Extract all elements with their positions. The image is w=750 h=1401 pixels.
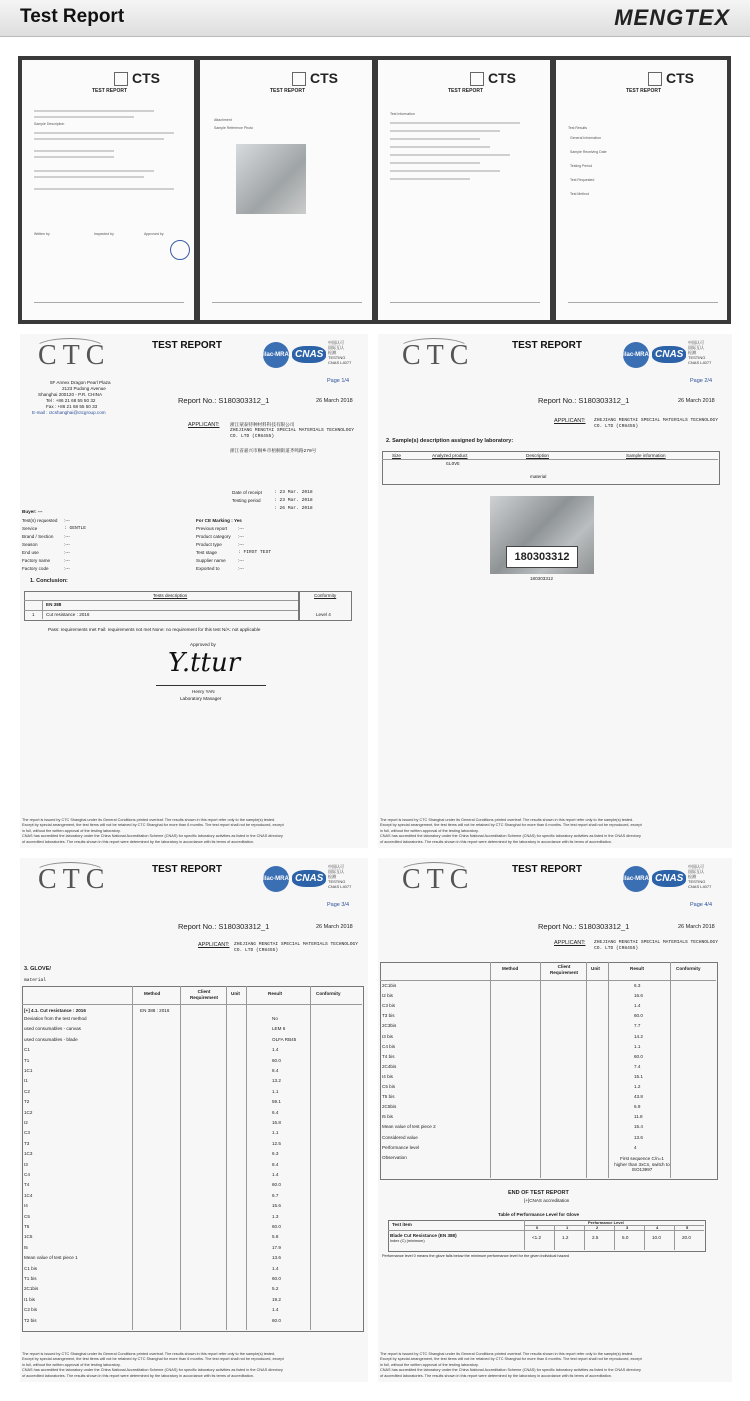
cts-emblem-icon <box>648 72 662 86</box>
header-bar <box>0 0 750 37</box>
table-row-label: Mean value of test piece 1 <box>24 1255 78 1261</box>
cts-page-3: CTS TEST REPORT Test Information <box>378 60 550 320</box>
table-row-result: 1.4 <box>272 1047 279 1053</box>
table-row-label: I5 <box>24 1244 28 1250</box>
table-row-result: 6.3 <box>634 983 641 988</box>
table-row-label: 2C1bis <box>24 1286 39 1292</box>
table-row-label: I4 bis <box>382 1073 393 1079</box>
table-row-label: I4 <box>24 1203 28 1209</box>
table-row-label: 1C2 <box>24 1109 33 1115</box>
table-row-result: OLFA RB45 <box>272 1036 297 1042</box>
table-row-label: Considered value <box>382 1134 418 1140</box>
table-row-result: 1.4 <box>634 1003 641 1009</box>
table-row-label: used consumables - canvas <box>24 1026 81 1032</box>
table-row-label: I3 bis <box>382 1033 393 1039</box>
cts-page-2: CTS TEST REPORT Attachment Sample Reference Photo <box>200 60 372 320</box>
table-row-result: 7.4 <box>634 1063 641 1069</box>
table-row-result: 1.4 <box>272 1307 279 1313</box>
table-row-result: 60.0 <box>272 1182 281 1188</box>
cts-page-1: CTS TEST REPORT Sample Description Written by Inspected by Approved by <box>22 60 194 320</box>
table-row-label: C2 <box>24 1088 30 1094</box>
cts-page-4: CTS TEST REPORT Test Results General Information Sample Receiving Date Testing Period Test Requested Test Method <box>556 60 727 320</box>
table-row-label: C3 bis <box>382 1003 396 1009</box>
table-row-result: 5.8 <box>272 1234 279 1240</box>
table-row-label: I3 <box>24 1161 28 1167</box>
table-row-result: 6.7 <box>272 1192 279 1198</box>
ilac-badge: ilac-MRA <box>263 342 289 368</box>
perf-level-value: <1.2 <box>532 1235 542 1240</box>
table-row-result: 12.5 <box>272 1140 281 1146</box>
table-row-label: I2 <box>24 1120 28 1125</box>
table-row-result: 60.0 <box>634 1013 643 1019</box>
perf-level-value: 1.2 <box>562 1235 569 1240</box>
table-row-label: C4 bis <box>382 1043 396 1049</box>
report-footer: The report is issued by CTC Shanghai under its General Conditions printed overleaf. The results shown in this report refer only to the sample(s) tested. Except by special arrangement, the test items will not be retained by CTC Shanghai for more than 6 months. The test report shall not be reproduced, except in full, without the written approval of the testing laboratory. CNAS has accredited the laboratory under the China National Accreditation Scheme (CNAS) for specific laboratory activities as listed in the CNAS directory of accredited laboratories. The results shown in this report were determined by the laboratory in accordance with its terms of accreditation. <box>22 1352 284 1378</box>
table-row-result: 13.6 <box>272 1255 281 1261</box>
table-row-label: 2C4bis <box>382 1063 397 1069</box>
ctc-page-2: CTC TEST REPORT ilac-MRA CNAS 中国认可 国际互认 检测 TESTING CNAS L4077 Page 2/4 Report No.: S180303312_1 26 March 2018 APPLICANT: ZHEJIANG MENGTAI SPECIAL MATERIALS TECHNOLOGY CO. LTD (CR8455) 2. Sample(s) description assigned by laboratory: Size Analyzed product Description Sample information GLOVE material 180303312 180303312 The report is issued by CTC Shanghai under its General Conditions printed overleaf. The results shown in this report refer only to the sample(s) tested. Except by special arrangement, the test items will not be retained by CTC Shanghai for more than 6 months. The test report shall not be reproduced, except in full, without the written approval of the testing laboratory. CNAS has accredited the laboratory under the China National Accreditation Scheme (CNAS) for specific laboratory activities as listed in the CNAS directory of accredited laboratories. The results shown in this report were determined by the laboratory in accordance with its terms of accreditation. <box>378 334 732 848</box>
ctc-page-1: CTC TEST REPORT ilac-MRA CNAS 中国认可 国际互认 检测 TESTING CNAS L4077 Page 1/4 5F Annex Dragon Pearl Plaza 2123 Pudong Avenue Shanghai 200120 - P.R. CHINA Tel : +86 21 68 55 50 32 Fax : +86 21 68 55 50 33 E-mail : ctcshanghai@ctcgroup.com Report No.: S180303312_1 26 March 2018 APPLICANT: 浙江蒙泰特种材料科技有限公司 ZHEJIANG MENGTAI SPECIAL MATERIALS TECHNOLOGY CO. LTD (CR8455) 浙江省嘉兴市桐乡市梧桐街道齐鸣路270号 Date of receipt : 23 Mar. 2018 Testing period : 23 Mar. 2018 : 26 Mar. 2018 Buyer: --- Test(s) requested :--- Service : GENTLE Brand / Section :--- Season :--- End use :--- Factory name :--- Factory code :--- For CE Marking : Yes Previous report :--- Product category :--- Product type :--- Test stage : FIRST TEST Supplier name :--- Exported to :--- 1. Conclusion: Tests description Conformity EN 388 1 Cut resistance : 2016 Level 4 Pass: requirements met Fail: requirements not met None: no requirement for this test N/A: not applicable Approved by Y.ttur Henry YAN Laboratory Manager The report is issued by CTC Shanghai under its General Conditions printed overleaf. The results shown in this report refer only to the sample(s) tested. Except by special arrangement, the test items will not be retained by CTC Shanghai for more than 6 months. The test report shall not be reproduced, except in full, without the written approval of the testing laboratory. CNAS has accredited the laboratory under the China National Accreditation Scheme (CNAS) for specific laboratory activities as listed in the CNAS directory of accredited laboratories. The results shown in this report were determined by the laboratory in accordance with its terms of accreditation. <box>20 334 368 848</box>
perf-level-value: 5.0 <box>622 1235 629 1240</box>
perf-level-header: 5 <box>686 1225 689 1230</box>
table-row-label: I2 bis <box>382 993 393 999</box>
table-row-label: 2C3bis <box>382 1023 397 1029</box>
table-row-label: T5 <box>24 1224 30 1229</box>
table-row-result: 1.1 <box>634 1043 641 1049</box>
ctc-page-4: CTC TEST REPORT ilac-MRA CNAS 中国认可 国际互认 检测 TESTING CNAS L4077 Page 4/4 Report No.: S180303312_1 26 March 2018 APPLICANT: ZHEJIANG MENGTAI SPECIAL MATERIALS TECHNOLOGY CO. LTD (CR8455) Method Client Requirement Unit Result Conformity 2C1bis 6.3 I2 bis 16.6 C3 bis 1.4 T3 bis 60.0 2C3bis 7.7 I3 bis 14.2 C4 bis 1.1 T4 bis 60.0 2C4bis 7.4 I4 bis 15.1 C5 bis 1.2 T5 bis 43.8 2C5bis 6.9 I5 bis 11.8 Mean value of test piece 2 15.4 Considered value 13.6 Performance level 4 Observation First sequence C/n=1 higher than 3xCn, switch to ISO13997 END OF TEST REPORT [+]CNAS accreditation Table of Performance Level for Glove 0 <1.2 1 1.2 2 2.5 3 5.0 4 10.0 5 20.0 Test item Performance Level Blade Cut Resistance (EN 388) Index (C) (minimum) Performance level 0 means the glove falls below the minimum performance level for the given individual hazard The report is issued by CTC Shanghai under its General Conditions printed overleaf. The results shown in this report refer only to the sample(s) tested. Except by special arrangement, the test items will not be retained by CTC Shanghai for more than 6 months. The test report shall not be reproduced, except in full, without the written approval of the testing laboratory. CNAS has accredited the laboratory under the China National Accreditation Scheme (CNAS) for specific laboratory activities as listed in the CNAS directory of accredited laboratories. The results shown in this report were determined by the laboratory in accordance with its terms of accreditation. <box>378 858 732 1382</box>
table-row-result: 15.6 <box>272 1203 281 1209</box>
table-row-result: 16.6 <box>634 993 643 999</box>
report-footer: The report is issued by CTC Shanghai under its General Conditions printed overleaf. The results shown in this report refer only to the sample(s) tested. Except by special arrangement, the test items will not be retained by CTC Shanghai for more than 6 months. The test report shall not be reproduced, except in full, without the written approval of the testing laboratory. CNAS has accredited the laboratory under the China National Accreditation Scheme (CNAS) for specific laboratory activities as listed in the CNAS directory of accredited laboratories. The results shown in this report were determined by the laboratory in accordance with its terms of accreditation. <box>22 818 284 844</box>
table-row-result: 6.9 <box>634 1104 641 1110</box>
table-row-label: 1C1 <box>24 1068 33 1073</box>
table-row-label: T1 bis <box>24 1276 37 1281</box>
cts-emblem-icon <box>114 72 128 86</box>
table-row-label: T2 bis <box>24 1317 37 1323</box>
cts-emblem-icon <box>470 72 484 86</box>
brand-logo: MENGTEX <box>614 5 730 30</box>
perf-level-header: 4 <box>656 1225 659 1230</box>
table-row-label: C5 bis <box>382 1084 396 1089</box>
table-row-result: 1.1 <box>272 1088 279 1094</box>
cts-logo: CTS <box>132 70 160 86</box>
table-row-result: 1.4 <box>272 1172 279 1177</box>
table-row-label: 1C5 <box>24 1234 33 1240</box>
perf-level-value: 10.0 <box>652 1235 661 1240</box>
table-row-result: 8.4 <box>272 1161 279 1167</box>
table-row-result: 60.0 <box>272 1057 281 1063</box>
table-row-result: 6.4 <box>272 1109 279 1115</box>
table-row-label: C1 bis <box>24 1265 38 1271</box>
perf-level-value: 2.5 <box>592 1235 599 1240</box>
table-row-result: 16.8 <box>272 1120 281 1125</box>
cts-report-title: TEST REPORT <box>92 88 128 94</box>
table-row-result: 11.8 <box>634 1114 643 1120</box>
table-row-result: 7.7 <box>634 1023 641 1029</box>
perf-level-header: 3 <box>626 1225 629 1230</box>
table-row-label: I1 bis <box>24 1296 35 1302</box>
table-row-label: Deviation from the test method <box>24 1016 87 1021</box>
table-row-label: T3 <box>24 1140 30 1146</box>
table-row-label: T5 bis <box>382 1094 395 1100</box>
results-table-cont <box>380 962 718 1180</box>
table-row-result: 19.2 <box>272 1296 281 1302</box>
table-row-label: used consumables - blade <box>24 1036 78 1042</box>
table-row-result: 5.2 <box>272 1286 279 1292</box>
table-row-label: 1C4 <box>24 1192 33 1198</box>
table-row-result: 13.2 <box>272 1078 281 1084</box>
table-row-result: 59.1 <box>272 1099 281 1105</box>
report-footer: The report is issued by CTC Shanghai under its General Conditions printed overleaf. The results shown in this report refer only to the sample(s) tested. Except by special arrangement, the test items will not be retained by CTC Shanghai for more than 6 months. The test report shall not be reproduced, except in full, without the written approval of the testing laboratory. CNAS has accredited the laboratory under the China National Accreditation Scheme (CNAS) for specific laboratory activities as listed in the CNAS directory of accredited laboratories. The results shown in this report were determined by the laboratory in accordance with its terms of accreditation. <box>380 818 642 844</box>
table-row-label: I5 bis <box>382 1114 393 1120</box>
table-row-label: T4 <box>24 1182 30 1188</box>
cts-pages-strip <box>18 56 731 324</box>
cts-seal-icon <box>170 240 190 260</box>
table-row-label: 2C1bis <box>382 983 397 988</box>
perf-level-header: 2 <box>596 1225 599 1230</box>
cnas-logo: CNAS <box>292 346 326 363</box>
table-row-label: Performance level <box>382 1144 420 1150</box>
table-row-result: 1.1 <box>272 1130 279 1136</box>
perf-level-value: 20.0 <box>682 1235 691 1240</box>
signature: Y.ttur <box>168 648 241 678</box>
table-row-label: T3 bis <box>382 1013 395 1019</box>
table-row-result: 60.0 <box>272 1276 281 1281</box>
table-row-label: C3 <box>24 1130 30 1136</box>
page-title: Test Report <box>20 6 125 27</box>
table-row-label: C1 <box>24 1047 30 1053</box>
table-row-result: 4 <box>634 1144 637 1150</box>
table-row-result: 1.4 <box>272 1265 279 1271</box>
table-row-label: Mean value of test piece 2 <box>382 1124 436 1130</box>
table-row-result: 60.0 <box>272 1224 281 1229</box>
perf-level-header: 0 <box>536 1225 539 1230</box>
table-row-label: Observation <box>382 1154 407 1160</box>
table-row-result: LEM 6 <box>272 1026 286 1032</box>
table-row-label: T2 <box>24 1099 30 1105</box>
table-row-result: 43.8 <box>634 1094 643 1100</box>
table-row-result: 60.0 <box>272 1317 281 1323</box>
table-row-result: No <box>272 1016 278 1021</box>
cts-emblem-icon <box>292 72 306 86</box>
table-row-result: 6.3 <box>272 1151 279 1157</box>
table-row-label: C5 <box>24 1213 30 1219</box>
ctc-page-3: CTC TEST REPORT ilac-MRA CNAS 中国认可 国际互认 检测 TESTING CNAS L4077 Page 3/4 Report No.: S180303312_1 26 March 2018 APPLICANT: ZHEJIANG MENGTAI SPECIAL MATERIALS TECHNOLOGY CO. LTD (CR8455) 3. GLOVE/ material Method Client Requirement Unit Result Conformity [+] 4.1. Cut resistance : 2016 EN 388 : 2016 Deviation from the test method No used consumables - canvas LEM 6 used consumables - blade OLFA RB45 C1 1.4 T1 60.0 1C1 8.4 I1 13.2 C2 1.1 T2 59.1 1C2 6.4 I2 16.8 C3 1.1 T3 12.5 1C3 6.3 I3 8.4 C4 1.4 T4 60.0 1C4 6.7 I4 15.6 C5 1.3 T5 60.0 1C5 5.8 I5 17.9 Mean value of test piece 1 13.6 C1 bis 1.4 T1 bis 60.0 2C1bis 5.2 I1 bis 19.2 C2 bis 1.4 T2 bis 60.0 The report is issued by CTC Shanghai under its General Conditions printed overleaf. The results shown in this report refer only to the sample(s) tested. Except by special arrangement, the test items will not be retained by CTC Shanghai for more than 6 months. The test report shall not be reproduced, except in full, without the written approval of the testing laboratory. CNAS has accredited the laboratory under the China National Accreditation Scheme (CNAS) for specific laboratory activities as listed in the CNAS directory of accredited laboratories. The results shown in this report were determined by the laboratory in accordance with its terms of accreditation. <box>20 858 368 1382</box>
perf-level-header: 1 <box>566 1225 569 1230</box>
table-row-result: 60.0 <box>634 1053 643 1059</box>
table-row-label: C4 <box>24 1172 30 1177</box>
table-row-result: 15.4 <box>634 1124 643 1130</box>
table-row-label: C2 bis <box>24 1307 38 1313</box>
sample-photo <box>490 496 594 574</box>
table-row-result: 13.6 <box>634 1134 643 1140</box>
report-footer: The report is issued by CTC Shanghai under its General Conditions printed overleaf. The results shown in this report refer only to the sample(s) tested. Except by special arrangement, the test items will not be retained by CTC Shanghai for more than 6 months. The test report shall not be reproduced, except in full, without the written approval of the testing laboratory. CNAS has accredited the laboratory under the China National Accreditation Scheme (CNAS) for specific laboratory activities as listed in the CNAS directory of accredited laboratories. The results shown in this report were determined by the laboratory in accordance with its terms of accreditation. <box>380 1352 642 1378</box>
ctc-logo: CTC <box>38 340 111 371</box>
glove-photo <box>236 144 306 214</box>
table-row-label: T1 <box>24 1057 30 1063</box>
table-row-result: 15.1 <box>634 1073 643 1079</box>
table-row-label: 1C3 <box>24 1151 33 1157</box>
table-row-result: 8.4 <box>272 1068 279 1073</box>
table-row-result: 1.3 <box>272 1213 279 1219</box>
table-row-result: 14.2 <box>634 1033 643 1039</box>
table-row-label: 2C5bis <box>382 1104 397 1110</box>
sample-label: 180303312 <box>506 546 578 568</box>
table-row-result: 17.9 <box>272 1244 281 1250</box>
table-row-label: I1 <box>24 1078 28 1084</box>
table-row-result: 1.2 <box>634 1084 641 1089</box>
table-row-label: T4 bis <box>382 1053 395 1059</box>
